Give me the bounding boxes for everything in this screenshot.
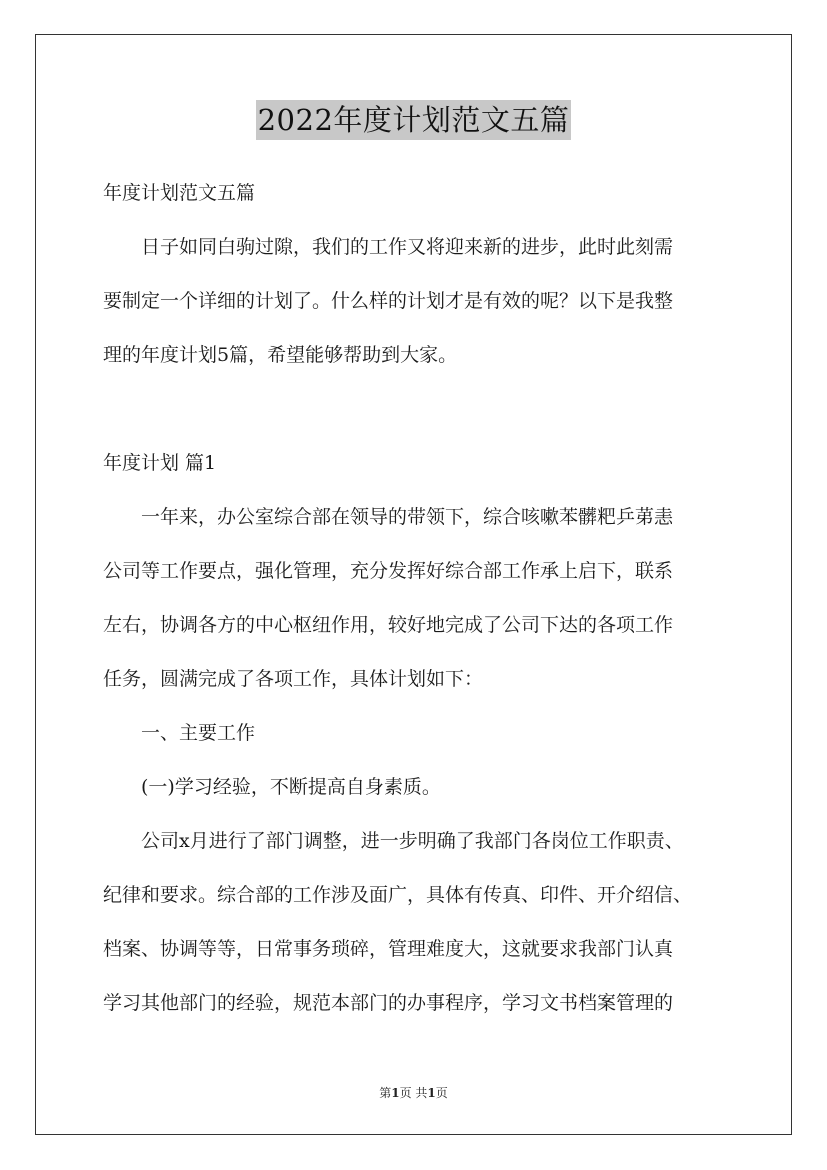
heading-main-work: 一、主要工作 (141, 722, 256, 744)
section-heading: 年度计划 篇1 (103, 452, 217, 474)
body-line: 公司等工作要点，强化管理，充分发挥好综合部工作承上启下，联系 (103, 560, 674, 582)
body-line: 一年来，办公室综合部在领导的带领下，综合咳嗽苯髒粑乒苐恚 (141, 506, 674, 528)
body-line: 任务，圆满完成了各项工作，具体计划如下： (103, 668, 484, 690)
page-total: 1 (427, 1086, 436, 1100)
page-number: 1 (391, 1086, 400, 1100)
page-mid: 页 共 (399, 1086, 428, 1100)
page-prefix: 第 (379, 1086, 392, 1100)
document-title: 2022年度计划范文五篇 (256, 100, 572, 140)
intro-line: 理的年度计划5篇，希望能够帮助到大家。 (103, 344, 458, 366)
body-line: 纪律和要求。综合部的工作涉及面广，具体有传真、印件、开介绍信、 (103, 884, 693, 906)
intro-line: 要制定一个详细的计划了。什么样的计划才是有效的呢？以下是我整 (103, 290, 674, 312)
subtitle: 年度计划范文五篇 (103, 182, 256, 204)
body-line: 公司x月进行了部门调整，进一步明确了我部门各岗位工作职责、 (141, 830, 684, 852)
page-footer (0, 1084, 827, 1101)
intro-line: 日子如同白驹过隙，我们的工作又将迎来新的进步，此时此刻需 (141, 236, 674, 258)
body-line: 学习其他部门的经验，规范本部门的办事程序，学习文书档案管理的 (103, 992, 674, 1014)
title-container (0, 100, 827, 140)
body-line: 左右，协调各方的中心枢纽作用，较好地完成了公司下达的各项工作 (103, 614, 674, 636)
page-suffix: 页 (435, 1086, 448, 1100)
body-line: 档案、协调等等，日常事务琐碎，管理难度大，这就要求我部门认真 (103, 938, 674, 960)
subheading-study: (一)学习经验，不断提高自身素质。 (141, 776, 441, 798)
